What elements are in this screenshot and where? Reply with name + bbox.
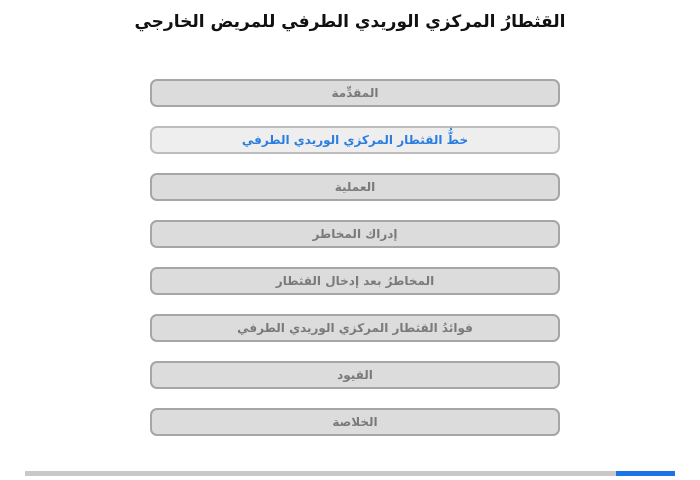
menu-item-risk-awareness[interactable]: إدراك المخاطر [150,220,560,248]
menu-item-picc-line[interactable]: خطُّ القثطار المركزي الوريدي الطرفي [150,126,560,154]
page-title: القثطارُ المركزي الوريدي الطرفي للمريض الخارجي [134,12,566,32]
menu-item-procedure[interactable]: العملية [150,173,560,201]
menu-item-summary[interactable]: الخلاصة [150,408,560,436]
progress-bar-fill [616,471,675,476]
progress-bar [25,471,675,476]
menu-item-risks-after-insertion[interactable]: المخاطرُ بعد إدخال القثطار [150,267,560,295]
menu-item-benefits[interactable]: فوائدُ القثطار المركزي الوريدي الطرفي [150,314,560,342]
menu-item-introduction[interactable]: المقدِّمة [150,79,560,107]
menu [150,79,560,455]
menu-item-limitations[interactable]: القيود [150,361,560,389]
